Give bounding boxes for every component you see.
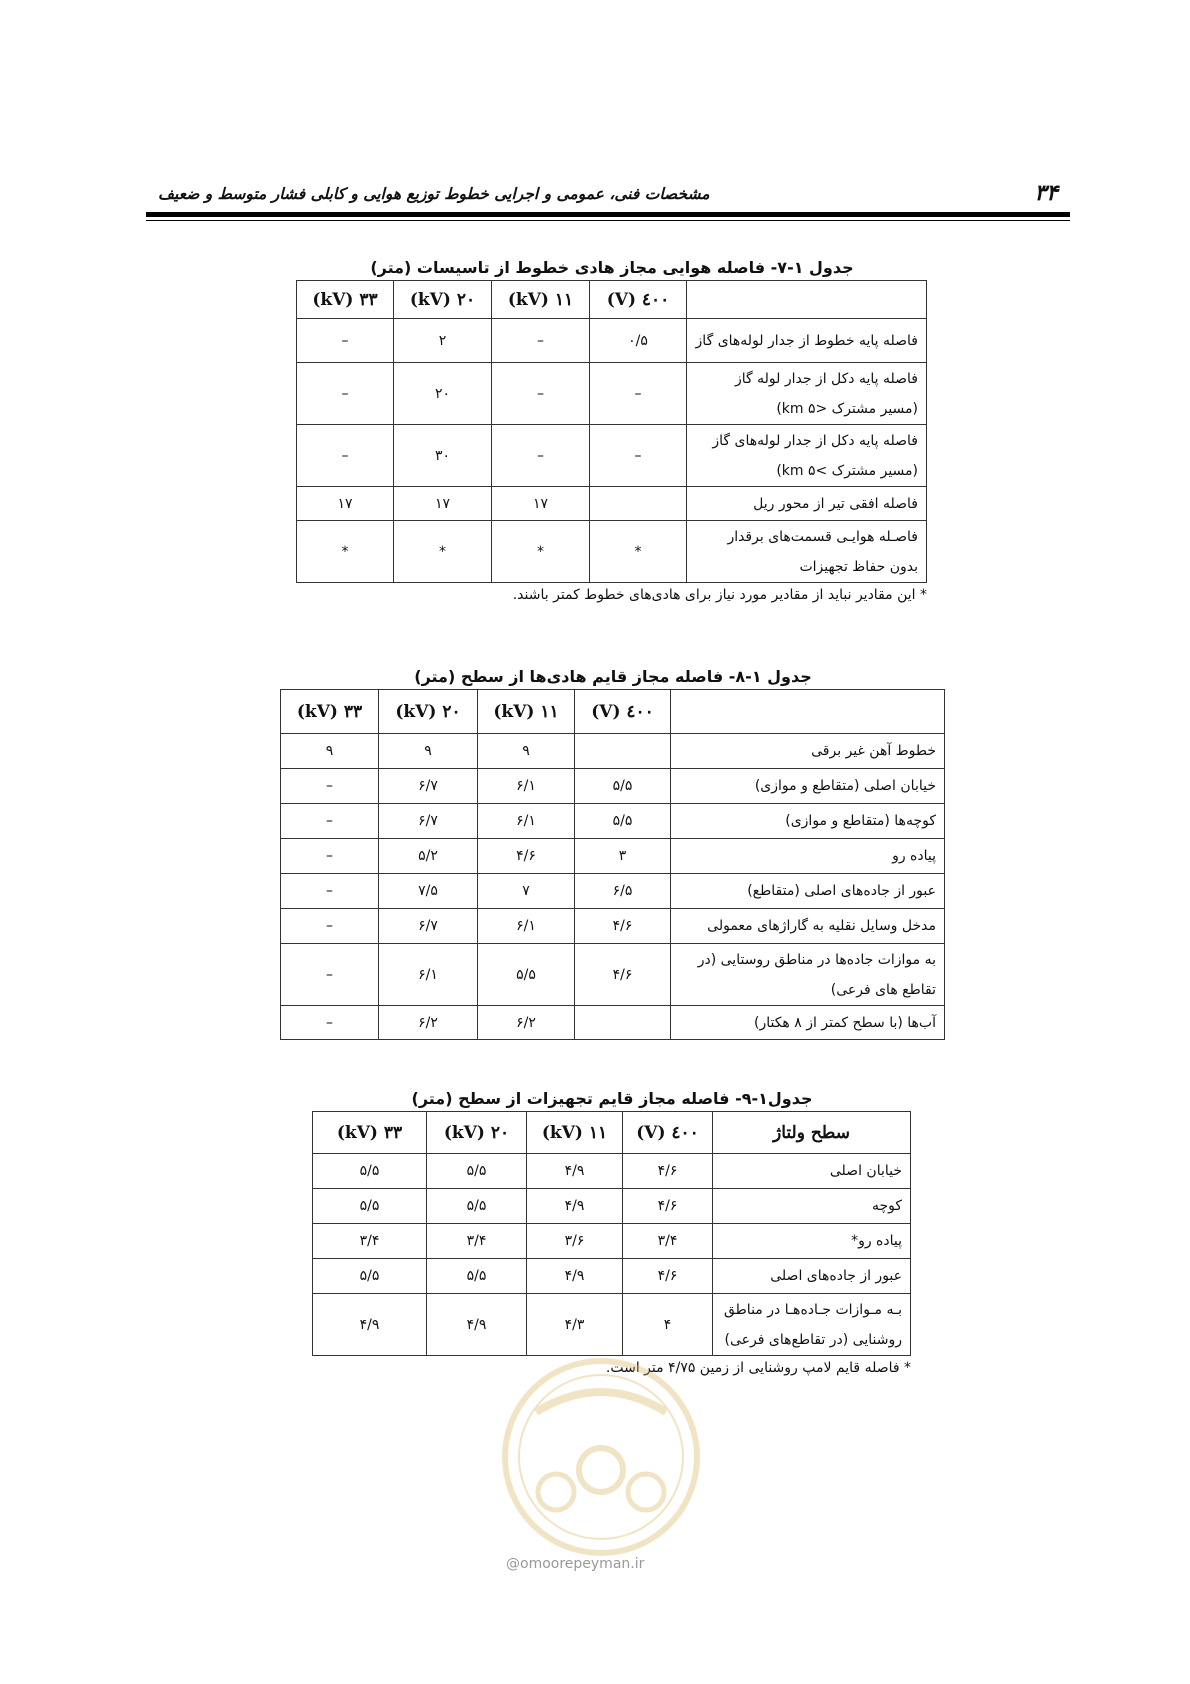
table2 [280,689,945,1040]
table-row [281,734,945,769]
value-cell: ۷/۵ [379,874,478,909]
value-cell: ۴/۹ [527,1189,623,1224]
table3-header-cell: ۳۳ (kV) [313,1112,427,1154]
watermark-text: @omoorepeyman.ir [506,1556,645,1572]
value-cell: – [590,425,687,487]
row-label: کوچه‌ها (متقاطع و موازی) [671,804,945,839]
value-cell: ۲ [394,319,492,363]
value-cell: ۵/۵ [313,1259,427,1294]
value-cell: – [281,909,379,944]
table1-caption: جدول ۱-۷- فاصله هوایی مجاز هادی خطوط از تاسیسات (متر) [370,258,854,277]
table-row [281,804,945,839]
row-label: فاصله پایه دکل از جدار لوله گاز (مسیر مشترک <km ۵) [687,363,927,425]
row-label: پیاده رو* [713,1224,911,1259]
value-cell: – [281,944,379,1006]
value-cell: – [281,804,379,839]
table3-header-cell: ۱۱ (kV) [527,1112,623,1154]
value-cell: ۱۷ [394,487,492,521]
value-cell [575,734,671,769]
table3-header-row [313,1112,911,1154]
value-cell: ۵/۵ [427,1259,527,1294]
row-label: خیابان اصلی (متقاطع و موازی) [671,769,945,804]
page-number: ۳۴ [1034,180,1058,206]
row-label: فاصله افقی تیر از محور ریل [687,487,927,521]
header-rule-thick [146,212,1070,217]
value-cell: ۳۰ [394,425,492,487]
value-cell: ۶/۱ [478,909,575,944]
watermark-seal-icon [496,1352,706,1562]
value-cell: * [492,521,590,583]
value-cell: ۵/۵ [478,944,575,1006]
row-label: خیابان اصلی [713,1154,911,1189]
value-cell: ۹ [478,734,575,769]
row-label: کوچه [713,1189,911,1224]
value-cell: ۴/۶ [575,944,671,1006]
value-cell: ۶/۷ [379,804,478,839]
value-cell: ۷ [478,874,575,909]
value-cell: ۶/۷ [379,769,478,804]
table-row [313,1189,911,1224]
table-row [281,769,945,804]
table3-header-cell: ٤۰۰ (V) [623,1112,713,1154]
table3-caption: جدول۱-۹- فاصله مجاز قایم تجهیزات از سطح (متر) [411,1089,813,1108]
value-cell: – [297,425,394,487]
table-row [281,839,945,874]
value-cell: ۴/۶ [623,1154,713,1189]
table-row [281,944,945,1006]
value-cell: ۱۷ [297,487,394,521]
table3-block [313,1087,911,1376]
table-row [297,363,927,425]
row-label: خطوط آهن غیر برقی [671,734,945,769]
value-cell: ۵/۵ [427,1189,527,1224]
value-cell: ۶/۲ [379,1006,478,1040]
value-cell: * [297,521,394,583]
table1 [296,280,927,583]
value-cell: – [590,363,687,425]
value-cell: ۴/۹ [527,1154,623,1189]
table2-header-cell: ۲۰ (kV) [379,690,478,734]
value-cell: ۶/۱ [478,804,575,839]
value-cell: – [281,1006,379,1040]
running-title: مشخصات فنی، عمومی و اجرایی خطوط توزیع هوایی و کابلی فشار متوسط و ضعیف [158,184,710,203]
value-cell: – [281,839,379,874]
table3-header-cell: سطح ولتاژ [713,1112,911,1154]
row-label: مدخل وسایل نقلیه به گاراژهای معمولی [671,909,945,944]
row-label: به موازات جاده‌ها در مناطق روستایی (در تقاطع های فرعی) [671,944,945,1006]
value-cell: ۴/۶ [575,909,671,944]
table-row [297,425,927,487]
value-cell: ۳/۶ [527,1224,623,1259]
value-cell: ۳/۴ [313,1224,427,1259]
value-cell: – [492,319,590,363]
value-cell: ۲۰ [394,363,492,425]
value-cell: ۴/۹ [313,1294,427,1356]
table1-header-cell: ۱۱ (kV) [492,281,590,319]
value-cell: ۱۷ [492,487,590,521]
value-cell [575,1006,671,1040]
table1-block [297,256,927,603]
value-cell: ۴/۶ [623,1259,713,1294]
table-row [297,319,927,363]
table3-note: * فاصله قایم لامپ روشنایی از زمین ۴/۷۵ متر است. [605,1360,911,1376]
value-cell: – [297,363,394,425]
row-label: فاصله پایه خطوط از جدار لوله‌های گاز [687,319,927,363]
row-label: عبور از جاده‌های اصلی (متقاطع) [671,874,945,909]
value-cell: * [590,521,687,583]
table-row [281,874,945,909]
value-cell: ۴/۳ [527,1294,623,1356]
table1-note: * این مقادیر نباید از مقادیر مورد نیاز برای هادی‌های خطوط کمتر باشند. [512,587,927,603]
table2-header-cell: ۳۳ (kV) [281,690,379,734]
value-cell: ۰/۵ [590,319,687,363]
value-cell: ۴/۹ [527,1259,623,1294]
value-cell: ۶/۷ [379,909,478,944]
value-cell: – [281,874,379,909]
value-cell: ۴ [623,1294,713,1356]
value-cell: ۵/۵ [427,1154,527,1189]
value-cell [590,487,687,521]
table1-header-cell [687,281,927,319]
table-row [313,1294,911,1356]
table1-header-cell: ٤۰۰ (V) [590,281,687,319]
table3 [312,1111,911,1356]
value-cell: * [394,521,492,583]
table1-header-cell: ۲۰ (kV) [394,281,492,319]
table-row [313,1259,911,1294]
table2-block [281,665,945,1040]
table1-header-cell: ۳۳ (kV) [297,281,394,319]
value-cell: ۶/۱ [379,944,478,1006]
value-cell: ۶/۲ [478,1006,575,1040]
value-cell: ۵/۵ [575,769,671,804]
value-cell: – [281,769,379,804]
row-label: فاصله پایه دکل از جدار لوله‌های گاز (مسیر مشترک >km ۵) [687,425,927,487]
table2-header-cell: ٤۰۰ (V) [575,690,671,734]
row-label: فاصـله هوایـی قسمت‌های برقدار بدون حفاظ تجهیزات [687,521,927,583]
value-cell: – [492,425,590,487]
value-cell: ۹ [379,734,478,769]
value-cell: ۵/۵ [575,804,671,839]
table1-header-row [297,281,927,319]
value-cell: ۴/۹ [427,1294,527,1356]
header-rule-thin [146,220,1070,221]
value-cell: ۴/۶ [623,1189,713,1224]
table2-header-row [281,690,945,734]
table-row [281,1006,945,1040]
value-cell: ۶/۵ [575,874,671,909]
table-row [281,909,945,944]
table-row [297,521,927,583]
value-cell: – [297,319,394,363]
row-label: بـه مـوازات جـاده‌هـا در مناطق روشنایی (در تقاطع‌های فرعی) [713,1294,911,1356]
value-cell: ۶/۱ [478,769,575,804]
row-label: عبور از جاده‌های اصلی [713,1259,911,1294]
value-cell: ۹ [281,734,379,769]
row-label: آب‌ها (با سطح کمتر از ۸ هکتار) [671,1006,945,1040]
table3-header-cell: ۲۰ (kV) [427,1112,527,1154]
value-cell: ۵/۵ [313,1189,427,1224]
table-row [313,1224,911,1259]
table2-header-cell: ۱۱ (kV) [478,690,575,734]
value-cell: ۳/۴ [623,1224,713,1259]
value-cell: ۵/۵ [313,1154,427,1189]
table2-caption: جدول ۱-۸- فاصله مجاز قایم هادی‌ها از سطح (متر) [414,667,812,686]
table2-header-cell [671,690,945,734]
table-row [313,1154,911,1189]
table-row [297,487,927,521]
row-label: پیاده رو [671,839,945,874]
value-cell: ۵/۲ [379,839,478,874]
value-cell: ۳ [575,839,671,874]
value-cell: ۴/۶ [478,839,575,874]
value-cell: ۳/۴ [427,1224,527,1259]
value-cell: – [492,363,590,425]
